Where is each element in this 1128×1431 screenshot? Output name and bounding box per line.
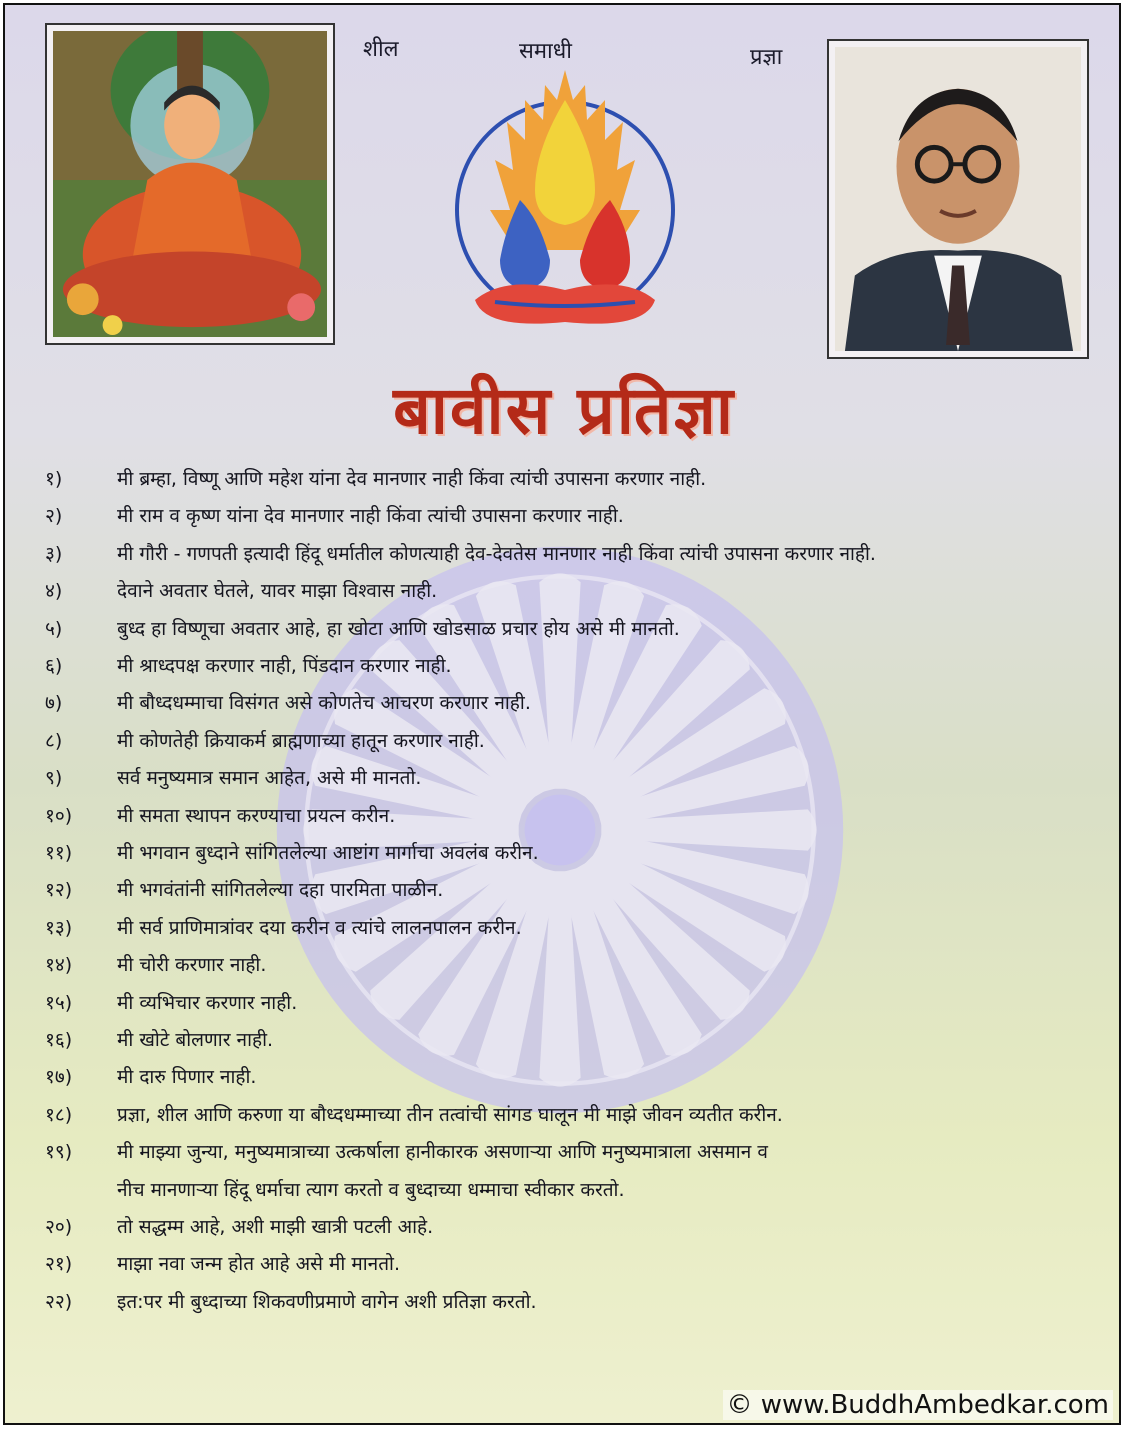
vow-number: १७) <box>45 1066 73 1088</box>
vow-text: बुध्द हा विष्णूचा अवतार आहे, हा खोटा आणि खोडसाळ प्रचार होय असे मी मानतो. <box>117 618 680 640</box>
vow-number: ९) <box>45 767 63 789</box>
vow-text: मी व्यभिचार करणार नाही. <box>117 992 298 1014</box>
vow-number: ४) <box>45 580 63 602</box>
vow-text: मी राम व कृष्ण यांना देव मानणार नाही किंवा त्यांची उपासना करणार नाही. <box>117 505 624 527</box>
vow-number: ८) <box>45 730 63 752</box>
vow-number: ६) <box>45 655 63 677</box>
vow-number: ३) <box>45 543 63 565</box>
vow-number: १०) <box>45 805 73 827</box>
triratna-flame-emblem <box>445 60 685 350</box>
vow-number: १२) <box>45 879 73 901</box>
vow-number: १५) <box>45 992 73 1014</box>
vow-number: १८) <box>45 1104 73 1126</box>
vow-text: मी खोटे बोलणार नाही. <box>117 1029 274 1051</box>
vow-text: मी समता स्थापन करण्याचा प्रयत्न करीन. <box>117 805 396 827</box>
vow-number: १४) <box>45 954 73 976</box>
vow-number: १६) <box>45 1029 73 1051</box>
page-frame <box>3 3 1121 1425</box>
vow-number: २०) <box>45 1216 73 1238</box>
vow-number: २१) <box>45 1253 73 1275</box>
vow-text: देवाने अवतार घेतले, यावर माझा विश्वास नाही. <box>117 580 438 602</box>
vow-text: मी भगवान बुध्दाने सांगितलेल्या आष्टांग मार्गाचा अवलंब करीन. <box>117 842 539 864</box>
copyright-watermark: © www.BuddhAmbedkar.com <box>723 1390 1113 1420</box>
vow-text: मी दारु पिणार नाही. <box>117 1066 257 1088</box>
vow-text: इत:पर मी बुध्दाच्या शिकवणीप्रमाणे वागेन अशी प्रतिज्ञा करतो. <box>117 1291 537 1313</box>
vow-number: २२) <box>45 1291 73 1313</box>
vow-text: माझा नवा जन्म होत आहे असे मी मानतो. <box>117 1253 400 1275</box>
triad-sheel: शील <box>363 37 399 62</box>
vow-text: मी सर्व प्राणिमात्रांवर दया करीन व त्यांचे लालनपालन करीन. <box>117 917 522 939</box>
vow-text: मी चोरी करणार नाही. <box>117 954 267 976</box>
vow-text: मी ब्रम्हा, विष्णू आणि महेश यांना देव मानणार नाही किंवा त्यांची उपासना करणार नाही. <box>117 468 707 490</box>
vow-text: प्रज्ञा, शील आणि करुणा या बौध्दधम्माच्या तीन तत्वांची सांगड घालून मी माझे जीवन व्यतीत करीन. <box>117 1104 783 1126</box>
vow-text: तो सद्धम्म आहे, अशी माझी खात्री पटली आहे. <box>117 1216 434 1238</box>
vow-text: मी श्राध्दपक्ष करणार नाही, पिंडदान करणार नाही. <box>117 655 452 677</box>
vow-text: सर्व मनुष्यमात्र समान आहेत, असे मी मानतो. <box>117 767 422 789</box>
vow-number: ११) <box>45 842 73 864</box>
vow-text: मी माझ्या जुन्या, मनुष्यमात्राच्या उत्कर्षाला हानीकारक असणाऱ्या आणि मनुष्यमात्राला असमान व <box>117 1141 768 1163</box>
vow-number: ५) <box>45 618 63 640</box>
triad-pradnya: प्रज्ञा <box>750 45 783 70</box>
vow-text: मी भगवंतांनी सांगितलेल्या दहा पारमिता पाळीन. <box>117 879 444 901</box>
vow-number: ७) <box>45 692 63 714</box>
vow-number: १३) <box>45 917 73 939</box>
vow-text: नीच मानणाऱ्या हिंदू धर्माचा त्याग करतो व बुध्दाच्या धम्माचा स्वीकार करतो. <box>117 1179 625 1201</box>
vow-number: १) <box>45 468 63 490</box>
ambedkar-portrait <box>827 39 1089 359</box>
vow-text: मी कोणतेही क्रियाकर्म ब्राह्मणाच्या हातून करणार नाही. <box>117 730 485 752</box>
vow-text: मी गौरी - गणपती इत्यादी हिंदू धर्मातील कोणत्याही देव-देवतेस मानणार नाही किंवा त्यांची उपासना करणार नाही. <box>117 543 876 565</box>
page-title: बावीस प्रतिज्ञा <box>393 372 735 449</box>
vow-text: मी बौध्दधम्माचा विसंगत असे कोणतेच आचरण करणार नाही. <box>117 692 531 714</box>
vow-number: २) <box>45 505 63 527</box>
vow-number: १९) <box>45 1141 73 1163</box>
triad-samadhi: समाधी <box>519 39 572 64</box>
buddha-image <box>45 23 335 345</box>
